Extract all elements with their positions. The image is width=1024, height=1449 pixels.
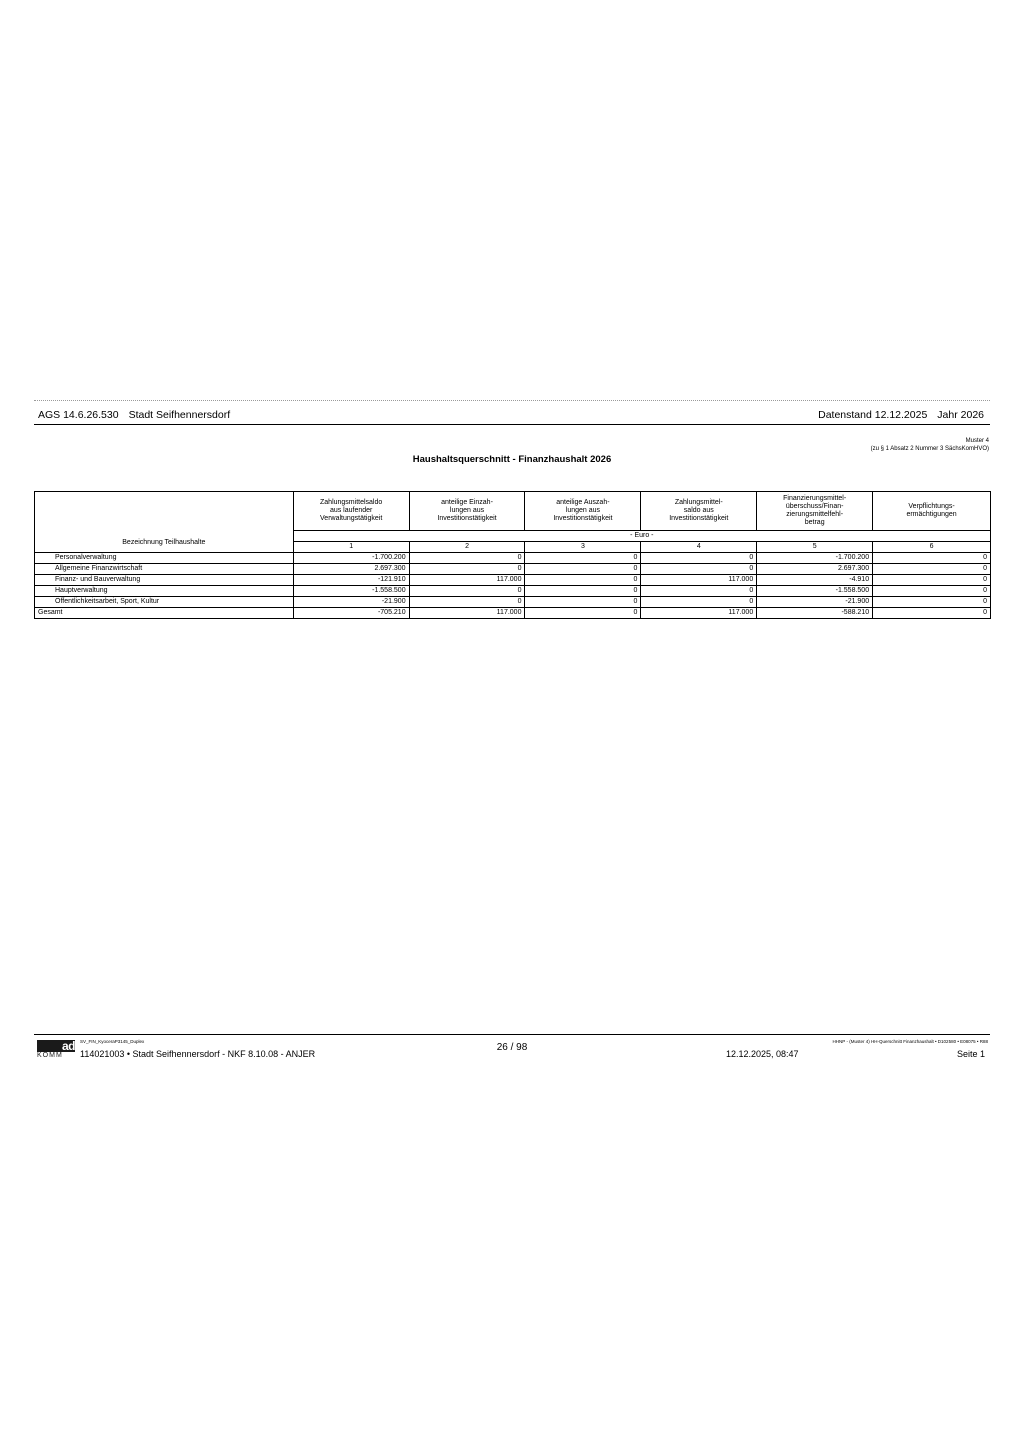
col2-line: Investitionstätigkeit	[437, 515, 497, 522]
cell-value: -1.700.200	[293, 553, 409, 564]
column-header-6	[873, 492, 991, 531]
cell-value: 0	[409, 586, 525, 597]
cell-value: 0	[641, 564, 757, 575]
row-label: Finanz- und Bauverwaltung	[35, 575, 294, 586]
cell-value: 0	[641, 553, 757, 564]
col6-line: Verpflichtungs-	[908, 503, 955, 510]
unit-label: - Euro -	[293, 531, 990, 542]
cell-value: -1.558.500	[757, 586, 873, 597]
column-number: 6	[873, 542, 991, 553]
cell-value: 0	[873, 575, 991, 586]
top-dotted-separator	[34, 400, 990, 401]
footer-rule	[34, 1034, 990, 1035]
cell-value: 117.000	[409, 575, 525, 586]
col6-line: ermächtigungen	[906, 511, 957, 518]
column-header-1	[293, 492, 409, 531]
col3-line: lungen aus	[565, 507, 601, 514]
column-header-label: Bezeichnung Teilhaushalte	[35, 492, 294, 553]
column-header-5	[757, 492, 873, 531]
total-value: 117.000	[641, 608, 757, 619]
cell-value: -121.910	[293, 575, 409, 586]
col3-line: anteilige Auszah-	[556, 499, 610, 506]
report-id: HHNP - (Muster 4) HH-Querschnitt Finanzhaushalt • D102580 • E08075 • R88	[832, 1039, 988, 1044]
col4-line: Zahlungsmittel-	[674, 499, 723, 506]
logo-mark: ad	[37, 1040, 75, 1052]
table-row	[35, 575, 991, 586]
cell-value: 0	[525, 597, 641, 608]
cell-value: 0	[525, 564, 641, 575]
row-label: Personalverwaltung	[35, 553, 294, 564]
cell-value: 0	[525, 586, 641, 597]
table-header-row	[35, 492, 991, 531]
total-value: 0	[873, 608, 991, 619]
cell-value: 0	[873, 597, 991, 608]
col1-line: Zahlungsmittelsaldo	[320, 499, 383, 506]
column-number: 3	[525, 542, 641, 553]
col5-line: Finanzierungsmittel-	[783, 495, 847, 502]
col1-line: Verwaltungstätigkeit	[320, 515, 383, 522]
header-rule	[34, 424, 990, 425]
total-value: -705.210	[293, 608, 409, 619]
cell-value: -4.910	[757, 575, 873, 586]
cell-value: 0	[409, 553, 525, 564]
total-label: Gesamt	[35, 608, 294, 619]
cell-value: 0	[525, 575, 641, 586]
muster-reference	[871, 437, 989, 453]
header-right	[818, 409, 984, 421]
total-row	[35, 608, 991, 619]
page-header	[36, 409, 988, 423]
table-row	[35, 597, 991, 608]
cell-value: 0	[409, 597, 525, 608]
datenstand: Datenstand 12.12.2025	[818, 409, 928, 421]
cell-value: 0	[873, 586, 991, 597]
cell-value: 0	[641, 586, 757, 597]
cell-value: -1.558.500	[293, 586, 409, 597]
column-header-2	[409, 492, 525, 531]
cell-value: 0	[409, 564, 525, 575]
column-number: 4	[641, 542, 757, 553]
col3-line: Investitionstätigkeit	[553, 515, 613, 522]
cell-value: 117.000	[641, 575, 757, 586]
logo-text: KOMM	[37, 1052, 63, 1059]
page-title: Haushaltsquerschnitt - Finanzhaushalt 2026	[412, 454, 612, 465]
cell-value: -21.900	[757, 597, 873, 608]
page-number: Seite 1	[956, 1049, 985, 1059]
cell-value: 0	[641, 597, 757, 608]
printer-name: SV_FIN_KyoceraP3145_Duplex	[80, 1039, 145, 1044]
cell-value: 2.697.300	[293, 564, 409, 575]
column-header-4	[641, 492, 757, 531]
muster-line-2: (zu § 1 Absatz 2 Nummer 3 SächsKomHVO)	[870, 446, 989, 452]
cell-value: 0	[525, 553, 641, 564]
total-value: 117.000	[409, 608, 525, 619]
cell-value: -1.700.200	[757, 553, 873, 564]
col5-line: zierungsmittelfehl-	[786, 511, 844, 518]
cell-value: -21.900	[293, 597, 409, 608]
column-number: 1	[293, 542, 409, 553]
col5-line: überschuss/Finan-	[785, 503, 844, 510]
budget-cross-section-table	[34, 491, 991, 619]
table-row	[35, 564, 991, 575]
table-row	[35, 553, 991, 564]
col2-line: anteilige Einzah-	[441, 499, 493, 506]
col4-line: Investitionstätigkeit	[669, 515, 729, 522]
row-label: Allgemeine Finanzwirtschaft	[35, 564, 294, 575]
column-header-3	[525, 492, 641, 531]
municipality-name: Stadt Seifhennersdorf	[128, 409, 231, 421]
col4-line: saldo aus	[683, 507, 714, 514]
table-row	[35, 586, 991, 597]
col2-line: lungen aus	[449, 507, 485, 514]
header-left	[38, 409, 230, 421]
row-label: Öffentlichkeitsarbeit, Sport, Kultur	[35, 597, 294, 608]
row-label: Hauptverwaltung	[35, 586, 294, 597]
col5-line: betrag	[804, 519, 825, 526]
ags-code: AGS 14.6.26.530	[38, 409, 119, 421]
cell-value: 2.697.300	[757, 564, 873, 575]
column-number: 5	[757, 542, 873, 553]
total-value: -588.210	[757, 608, 873, 619]
budget-year: Jahr 2026	[937, 409, 984, 421]
cell-value: 0	[873, 553, 991, 564]
print-datetime: 12.12.2025, 08:47	[726, 1049, 799, 1059]
total-value: 0	[525, 608, 641, 619]
cell-value: 0	[873, 564, 991, 575]
muster-line-1: Muster 4	[965, 438, 989, 444]
col1-line: aus laufender	[329, 507, 373, 514]
page-counter: 26 / 98	[496, 1042, 528, 1053]
column-number: 2	[409, 542, 525, 553]
client-info: 114021003 • Stadt Seifhennersdorf - NKF 8.10.08 - ANJER	[80, 1049, 316, 1059]
